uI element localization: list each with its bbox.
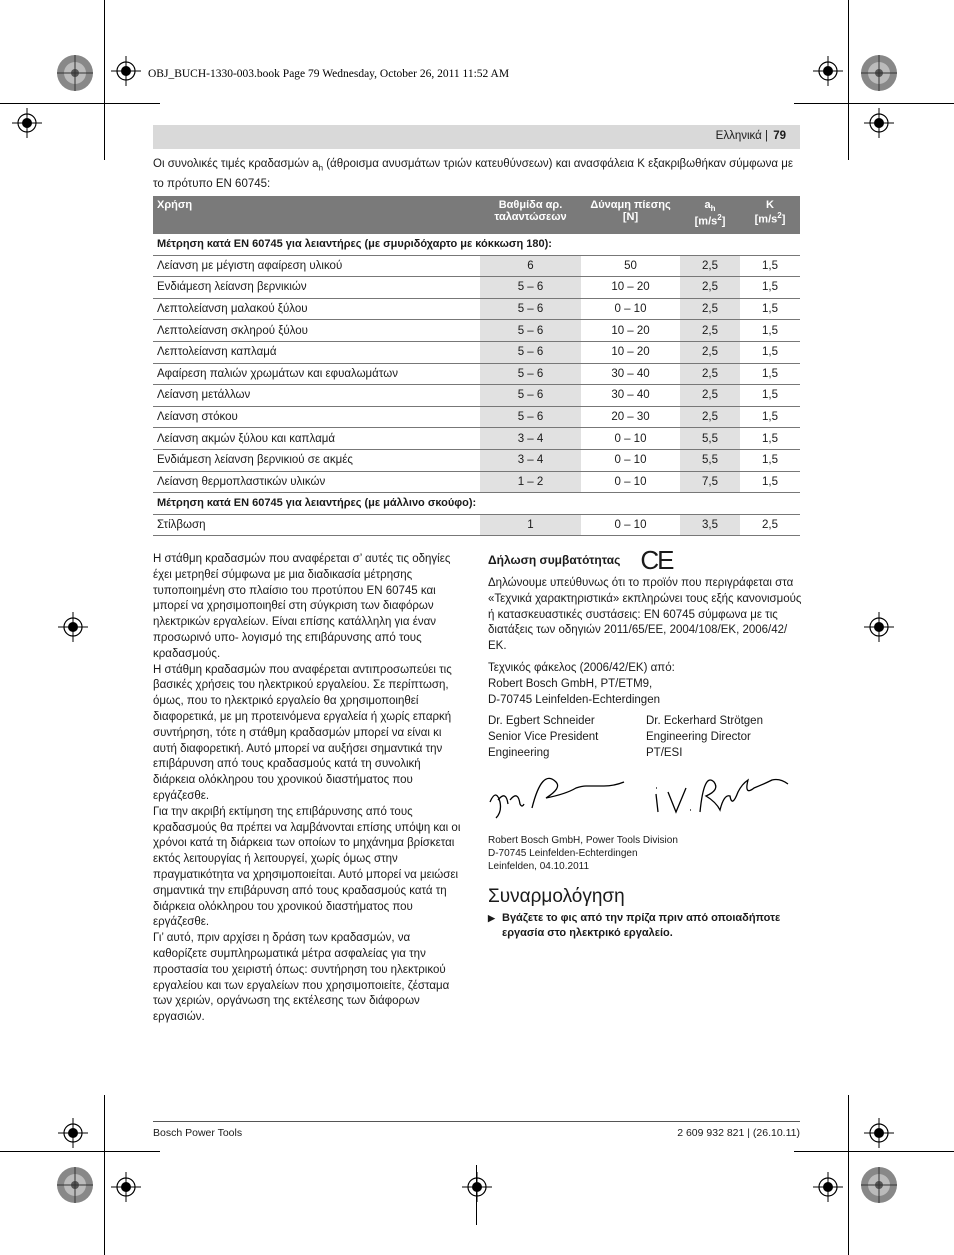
cell-ah: 2,5 [680, 363, 740, 385]
cell-k: 1,5 [740, 341, 800, 363]
crosshair-icon [813, 1172, 843, 1202]
crosshair-icon [864, 1118, 894, 1148]
vibration-table [153, 196, 800, 536]
header-separator: | [765, 130, 768, 142]
cell-ah: 2,5 [680, 385, 740, 407]
cell-k: 1,5 [740, 385, 800, 407]
cell-ah: 2,5 [680, 341, 740, 363]
crosshair-icon [58, 612, 88, 642]
cell-use: Λεπτολείανση μαλακού ξύλου [153, 298, 480, 320]
cell-level: 3 – 4 [480, 449, 581, 471]
tech-file-line: Τεχνικός φάκελος (2006/42/ΕΚ) από: [488, 661, 675, 674]
conformity-section [488, 545, 804, 942]
cell-ah: 7,5 [680, 471, 740, 493]
table-section-row [153, 493, 800, 515]
language-label: Ελληνικά [715, 130, 762, 142]
col-header-force: Δύναμη πίεσης [N] [581, 196, 680, 234]
signer-1: Dr. Egbert Schneider Senior Vice President Engineering [488, 715, 599, 759]
col-header-ah: $a_h$ $[m/s^2]$ [680, 196, 740, 234]
registration-star-icon [859, 53, 899, 93]
cell-k: 1,5 [740, 406, 800, 428]
section-title: Μέτρηση κατά EN 60745 για λειαντήρες (με σμυριδόχαρτο με κόκκωση 180): [153, 234, 800, 255]
cell-force: 20 – 30 [581, 406, 680, 428]
table-row [153, 277, 800, 299]
cell-level: 5 – 6 [480, 320, 581, 342]
cell-k: 1,5 [740, 449, 800, 471]
section-title: Μέτρηση κατά EN 60745 για λειαντήρες (με μάλλινο σκούφο): [153, 493, 800, 515]
cell-use: Λείανση ακμών ξύλου και καπλαμά [153, 428, 480, 450]
crosshair-icon [12, 108, 42, 138]
assembly-heading: Συναρμολόγηση [488, 885, 625, 907]
crosshair-icon [58, 1118, 88, 1148]
conformity-text: Δηλώνουμε υπεύθυνως ότι το προϊόν που περιγράφεται στα «Τεχνικά χαρακτηριστικά» εκπληρώνει τους εξής κανονισμούς ή κατασκευαστικές συστάσεις: EN 60745 σύμφωνα με τις διατάξεις των οδηγιών 2011/65/ΕΕ, 2004/108/ΕΚ, 2006/42/ΕΚ. [488, 577, 802, 653]
cell-k: 1,5 [740, 320, 800, 342]
table-row [153, 449, 800, 471]
table-header-row [153, 196, 800, 234]
cell-force: 50 [581, 255, 680, 277]
table-row [153, 298, 800, 320]
crosshair-icon [864, 612, 894, 642]
cell-level: 5 – 6 [480, 298, 581, 320]
cell-force: 10 – 20 [581, 320, 680, 342]
table-row [153, 363, 800, 385]
signer-2: Dr. Eckerhard Strötgen Engineering Director PT/ESI [646, 715, 763, 759]
company-line: Robert Bosch GmbH, Power Tools Division [488, 834, 678, 846]
cell-use: Αφαίρεση παλιών χρωμάτων και εφυαλωμάτων [153, 363, 480, 385]
footer-brand: Bosch Power Tools [153, 1127, 243, 1139]
cell-ah: 2,5 [680, 277, 740, 299]
tech-file-line: Robert Bosch GmbH, PT/ETM9, [488, 677, 653, 690]
cell-level: 6 [480, 255, 581, 277]
table-row [153, 428, 800, 450]
crosshair-icon [111, 56, 141, 86]
table-row [153, 255, 800, 277]
cell-ah: 2,5 [680, 298, 740, 320]
cell-use: Ενδιάμεση λείανση βερνικιού σε ακμές [153, 449, 480, 471]
tech-file-line: D-70745 Leinfelden-Echterdingen [488, 693, 660, 706]
cell-k: 2,5 [740, 514, 800, 536]
cell-use: Λείανση στόκου [153, 406, 480, 428]
col-header-level: Βαθμίδα αρ. ταλαντώσεων [480, 196, 581, 234]
crosshair-icon [864, 108, 894, 138]
cell-use: Λεπτολείανση καπλαμά [153, 341, 480, 363]
cell-level: 1 [480, 514, 581, 536]
cell-level: 3 – 4 [480, 428, 581, 450]
cell-use: Λείανση θερμοπλαστικών υλικών [153, 471, 480, 493]
cell-use: Ενδιάμεση λείανση βερνικιών [153, 277, 480, 299]
cell-k: 1,5 [740, 363, 800, 385]
paragraph: Η στάθμη κραδασμών που αναφέρεται αντιπροσωπεύει τις βασικές χρήσεις του ηλεκτρικού εργαλείου. Σε περίπτωση, όμως, που το ηλεκτρικό εργαλείο θα χρησιμοποιηθεί διαφορετικά, με μη προτεινόμενα εργαλεία ή χωρίς επαρκή συντήρηση, τότε η στάθμη κραδασμών μπορεί να είναι κι αυτή διαφορετική. Αυτό μπορεί να αυξήσει σημαντικά την επιβάρυνση από τους κραδασμούς κατά τη συνολική διάρκεια ολόκληρου του χρονικού διαστήματος που εργάζεσθε. [153, 663, 452, 802]
cell-force: 0 – 10 [581, 298, 680, 320]
page-header-label [716, 130, 786, 142]
cell-k: 1,5 [740, 298, 800, 320]
cell-level: 5 – 6 [480, 277, 581, 299]
cell-use: Στίλβωση [153, 514, 480, 536]
conformity-heading: Δήλωση συμβατότητας [488, 553, 621, 568]
paragraph: Γι’ αυτό, πριν αρχίσει η δράση των κραδασμών, να καθορίζετε συμπληρωματικά μέτρα ασφαλείας για την προστασία του χειριστή όπως: συντήρηση του ηλεκτρικού εργαλείου και των εργαλείων που χρησιμοποιείτε, ζέσταμα των χεριών, οργάνωση της εκτέλεσης των διάφορων εργασιών. [153, 932, 450, 1024]
registration-star-icon [859, 1165, 899, 1205]
cell-use: Λείανση μετάλλων [153, 385, 480, 407]
cell-ah: 2,5 [680, 406, 740, 428]
vibration-notes [153, 552, 465, 1026]
paragraph: Η στάθμη κραδασμών που αναφέρεται σ’ αυτές τις οδηγίες έχει μετρηθεί σύμφωνα με μια διαδικασία μέτρησης τυποποιημένη στο πλαίσιο του προτύπου EN 60745 και μπορεί να χρησιμοποιηθεί στη σύγκριση των διαφόρων ηλεκτρικών εργαλείων. Είναι επίσης κατάλληλη για έναν προσωρινό υπο- λογισμό της επιβάρυνσης από τους κραδασμούς. [153, 553, 451, 660]
registration-star-icon [55, 53, 95, 93]
table-row [153, 406, 800, 428]
cell-force: 0 – 10 [581, 428, 680, 450]
ce-mark-icon: CE [640, 545, 673, 576]
cell-force: 30 – 40 [581, 363, 680, 385]
cell-k: 1,5 [740, 471, 800, 493]
cell-force: 0 – 10 [581, 449, 680, 471]
cell-ah: 3,5 [680, 514, 740, 536]
company-line: Leinfelden, 04.10.2011 [488, 860, 590, 872]
signers [488, 714, 804, 761]
assembly-warning-text: Βγάζετε το φις από την πρίζα πριν από οποιαδήποτε εργασία στο ηλεκτρικό εργαλείο. [502, 911, 781, 940]
crosshair-icon [111, 1172, 141, 1202]
table-row [153, 341, 800, 363]
col-header-k: K $[m/s^2]$ [740, 196, 800, 234]
cell-level: 5 – 6 [480, 406, 581, 428]
cell-ah: 2,5 [680, 255, 740, 277]
paragraph: Για την ακριβή εκτίμηση της επιβάρυνσης από τους κραδασμούς θα πρέπει να λαμβάνονται επίσης υπόψη και οι χρόνοι κατά τη διάρκεια των οποίων το μηχάνημα βρίσκεται εκτός λειτουργίας ή λειτουργεί, χωρίς όμως στην πραγματικότητα να χρησιμοποιείται. Αυτό μπορεί να μειώσει σημαντικά την επιβάρυνση από τους κραδασμούς κατά τη διάρκεια ολόκληρου του χρονικού διαστήματος που εργάζεσθε. [153, 805, 461, 929]
table-row [153, 320, 800, 342]
file-header: OBJ_BUCH-1330-003.book Page 79 Wednesday, October 26, 2011 11:52 AM [148, 68, 510, 80]
page-number: 79 [773, 130, 786, 142]
intro-paragraph: Οι συνολικές τιμές κραδασμών $a_h$ (άθροισμα ανυσμάτων τριών κατευθύνσεων) και ανασφάλεια K εξακριβωθήκαν σύμφωνα με το πρότυπο EN 60745: [153, 158, 793, 191]
cell-k: 1,5 [740, 277, 800, 299]
cell-force: 0 – 10 [581, 471, 680, 493]
table-section-row [153, 234, 800, 255]
assembly-warning [488, 911, 804, 943]
cell-ah: 5,5 [680, 428, 740, 450]
footer-docnum: 2 609 932 821 | (26.10.11) [677, 1127, 800, 1139]
cell-ah: 5,5 [680, 449, 740, 471]
cell-k: 1,5 [740, 255, 800, 277]
cell-force: 10 – 20 [581, 277, 680, 299]
bullet-arrow-icon: ▶ [488, 912, 495, 923]
cell-force: 0 – 10 [581, 514, 680, 536]
cell-level: 5 – 6 [480, 385, 581, 407]
registration-star-icon [55, 1165, 95, 1205]
cell-level: 5 – 6 [480, 341, 581, 363]
cell-force: 10 – 20 [581, 341, 680, 363]
crosshair-icon [462, 1172, 492, 1202]
footer-rule [153, 1121, 800, 1122]
cell-k: 1,5 [740, 428, 800, 450]
cell-level: 5 – 6 [480, 363, 581, 385]
company-line: D-70745 Leinfelden-Echterdingen [488, 847, 638, 859]
col-header-use: Χρήση [153, 196, 480, 234]
page-header-bar [153, 125, 800, 149]
cell-ah: 2,5 [680, 320, 740, 342]
signatures-icon [488, 770, 804, 822]
cell-force: 30 – 40 [581, 385, 680, 407]
cell-use: Λείανση με μέγιστη αφαίρεση υλικού [153, 255, 480, 277]
cell-use: Λεπτολείανση σκληρού ξύλου [153, 320, 480, 342]
cell-level: 1 – 2 [480, 471, 581, 493]
table-row [153, 385, 800, 407]
table-row [153, 471, 800, 493]
table-row [153, 514, 800, 536]
crosshair-icon [813, 56, 843, 86]
